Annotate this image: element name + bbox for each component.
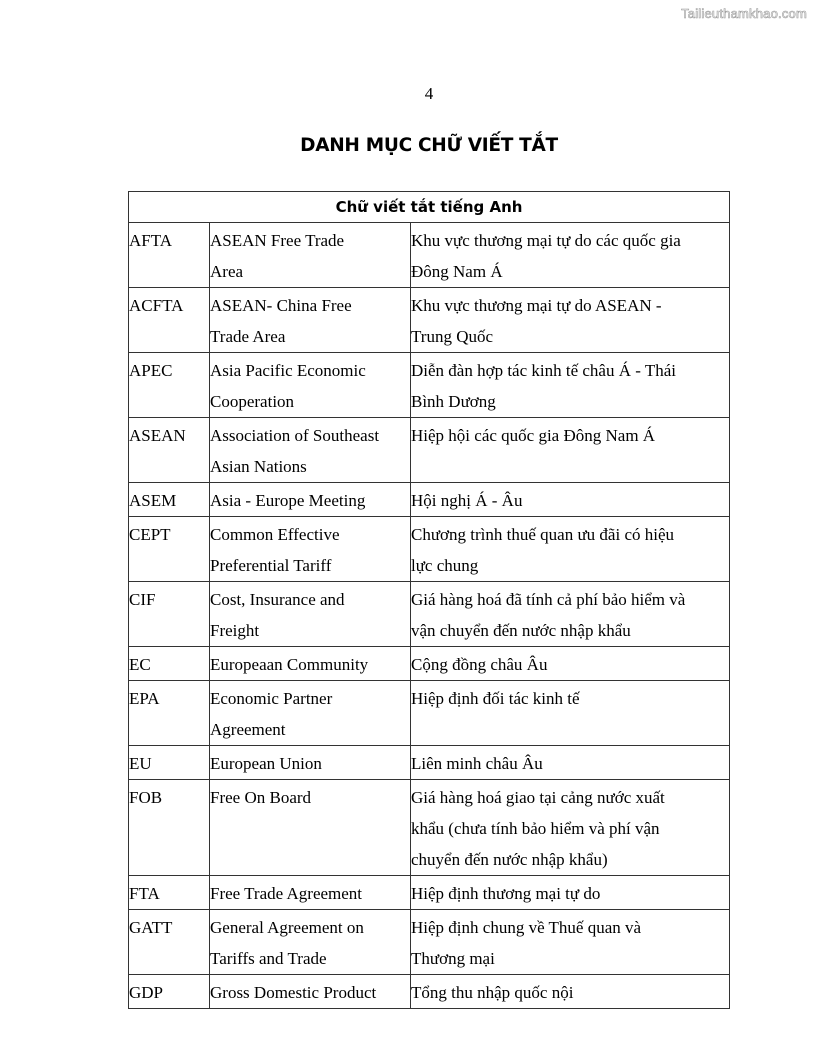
abbreviation-cell: EC <box>129 647 210 681</box>
vietnamese-meaning-cell <box>411 746 730 780</box>
english-term-cell-line: European Union <box>210 754 322 773</box>
english-term-cell-line: ASEAN Free Trade <box>210 231 345 250</box>
abbreviation-cell: CIF <box>129 582 210 647</box>
vietnamese-meaning-cell-line: khẩu (chưa tính bảo hiểm và phí vận <box>411 819 660 838</box>
abbreviation-cell: CEPT <box>129 517 210 582</box>
vietnamese-meaning-cell <box>411 582 730 647</box>
table-row <box>129 582 730 647</box>
english-term-cell-line: Asia - Europe Meeting <box>210 491 366 510</box>
vietnamese-meaning-cell-line: chuyển đến nước nhập khẩu) <box>411 850 608 869</box>
english-term-cell-line: Cooperation <box>210 392 295 411</box>
vietnamese-meaning-cell <box>411 975 730 1009</box>
vietnamese-meaning-cell <box>411 223 730 288</box>
abbreviation-cell: GDP <box>129 975 210 1009</box>
english-term-cell-line: General Agreement on <box>210 918 364 937</box>
vietnamese-meaning-cell-line: Hiệp định đối tác kinh tế <box>411 689 580 708</box>
vietnamese-meaning-cell <box>411 647 730 681</box>
english-term-cell-line: Agreement <box>210 720 286 739</box>
vietnamese-meaning-cell-line: Chương trình thuế quan ưu đãi có hiệu <box>411 525 675 544</box>
abbreviation-table <box>128 191 730 1009</box>
vietnamese-meaning-cell-line: Đông Nam Á <box>411 262 503 281</box>
vietnamese-meaning-cell <box>411 910 730 975</box>
abbreviation-cell: ASEM <box>129 483 210 517</box>
english-term-cell <box>210 517 411 582</box>
vietnamese-meaning-cell-line: Hiệp hội các quốc gia Đông Nam Á <box>411 426 656 445</box>
abbreviation-cell: ASEAN <box>129 418 210 483</box>
table-body <box>129 223 730 1009</box>
table-row <box>129 223 730 288</box>
english-term-cell <box>210 353 411 418</box>
english-term-cell-line: Association of Southeast <box>210 426 380 445</box>
watermark-text: Tailieuthamkhao.com <box>681 6 807 21</box>
vietnamese-meaning-cell-line: lực chung <box>411 556 479 575</box>
vietnamese-meaning-cell-line: Hiệp định thương mại tự do <box>411 884 601 903</box>
vietnamese-meaning-cell-line: Trung Quốc <box>411 327 494 346</box>
abbreviation-cell: EU <box>129 746 210 780</box>
vietnamese-meaning-cell <box>411 288 730 353</box>
english-term-cell <box>210 647 411 681</box>
vietnamese-meaning-cell <box>411 876 730 910</box>
abbreviation-cell: AFTA <box>129 223 210 288</box>
table-row <box>129 876 730 910</box>
vietnamese-meaning-cell-line: Giá hàng hoá giao tại cảng nước xuất <box>411 788 665 807</box>
table-row <box>129 483 730 517</box>
english-term-cell <box>210 582 411 647</box>
table-header: Chữ viết tắt tiếng Anh <box>129 192 730 223</box>
vietnamese-meaning-cell-line: Giá hàng hoá đã tính cả phí bảo hiểm và <box>411 590 686 609</box>
english-term-cell <box>210 223 411 288</box>
vietnamese-meaning-cell-line: vận chuyển đến nước nhập khẩu <box>411 621 631 640</box>
vietnamese-meaning-cell-line: Hiệp định chung về Thuế quan và <box>411 918 642 937</box>
english-term-cell-line: Free Trade Agreement <box>210 884 363 903</box>
table-row <box>129 975 730 1009</box>
english-term-cell <box>210 975 411 1009</box>
english-term-cell-line: Area <box>210 262 244 281</box>
abbreviation-cell: ACFTA <box>129 288 210 353</box>
table-row <box>129 780 730 876</box>
english-term-cell <box>210 910 411 975</box>
table-row <box>129 910 730 975</box>
table-row <box>129 681 730 746</box>
vietnamese-meaning-cell <box>411 353 730 418</box>
english-term-cell-line: Asian Nations <box>210 457 307 476</box>
english-term-cell-line: Trade Area <box>210 327 286 346</box>
table-header-row <box>129 192 730 223</box>
page-number: 4 <box>424 84 434 103</box>
vietnamese-meaning-cell-line: Thương mại <box>411 949 495 968</box>
vietnamese-meaning-cell-line: Khu vực thương mại tự do các quốc gia <box>411 231 681 250</box>
vietnamese-meaning-cell-line: Tổng thu nhập quốc nội <box>411 983 574 1002</box>
abbreviation-cell: APEC <box>129 353 210 418</box>
table-row <box>129 746 730 780</box>
vietnamese-meaning-cell-line: Khu vực thương mại tự do ASEAN - <box>411 296 662 315</box>
english-term-cell-line: Cost, Insurance and <box>210 590 345 609</box>
vietnamese-meaning-cell-line: Bình Dương <box>411 392 496 411</box>
english-term-cell-line: Tariffs and Trade <box>210 949 327 968</box>
english-term-cell <box>210 288 411 353</box>
english-term-cell-line: Common Effective <box>210 525 340 544</box>
english-term-cell <box>210 483 411 517</box>
vietnamese-meaning-cell <box>411 780 730 876</box>
vietnamese-meaning-cell <box>411 681 730 746</box>
english-term-cell-line: Asia Pacific Economic <box>210 361 366 380</box>
page-title: DANH MỤC CHỮ VIẾT TẮT <box>300 135 558 156</box>
english-term-cell <box>210 746 411 780</box>
english-term-cell-line: Europeaan Community <box>210 655 369 674</box>
english-term-cell-line: Freight <box>210 621 260 640</box>
english-term-cell <box>210 681 411 746</box>
vietnamese-meaning-cell-line: Cộng đồng châu Âu <box>411 655 548 674</box>
english-term-cell-line: ASEAN- China Free <box>210 296 352 315</box>
english-term-cell <box>210 418 411 483</box>
english-term-cell <box>210 876 411 910</box>
english-term-cell-line: Economic Partner <box>210 689 333 708</box>
abbreviation-cell: FTA <box>129 876 210 910</box>
table-row <box>129 517 730 582</box>
vietnamese-meaning-cell-line: Liên minh châu Âu <box>411 754 543 773</box>
english-term-cell-line: Preferential Tariff <box>210 556 332 575</box>
vietnamese-meaning-cell <box>411 483 730 517</box>
table-row <box>129 288 730 353</box>
abbreviation-cell: FOB <box>129 780 210 876</box>
abbreviation-cell: GATT <box>129 910 210 975</box>
abbreviation-cell: EPA <box>129 681 210 746</box>
english-term-cell-line: Gross Domestic Product <box>210 983 377 1002</box>
vietnamese-meaning-cell <box>411 517 730 582</box>
vietnamese-meaning-cell-line: Diễn đàn hợp tác kinh tế châu Á - Thái <box>411 361 677 380</box>
table-row <box>129 647 730 681</box>
vietnamese-meaning-cell-line: Hội nghị Á - Âu <box>411 491 523 510</box>
vietnamese-meaning-cell <box>411 418 730 483</box>
table-row <box>129 418 730 483</box>
english-term-cell-line: Free On Board <box>210 788 312 807</box>
english-term-cell <box>210 780 411 876</box>
table-row <box>129 353 730 418</box>
